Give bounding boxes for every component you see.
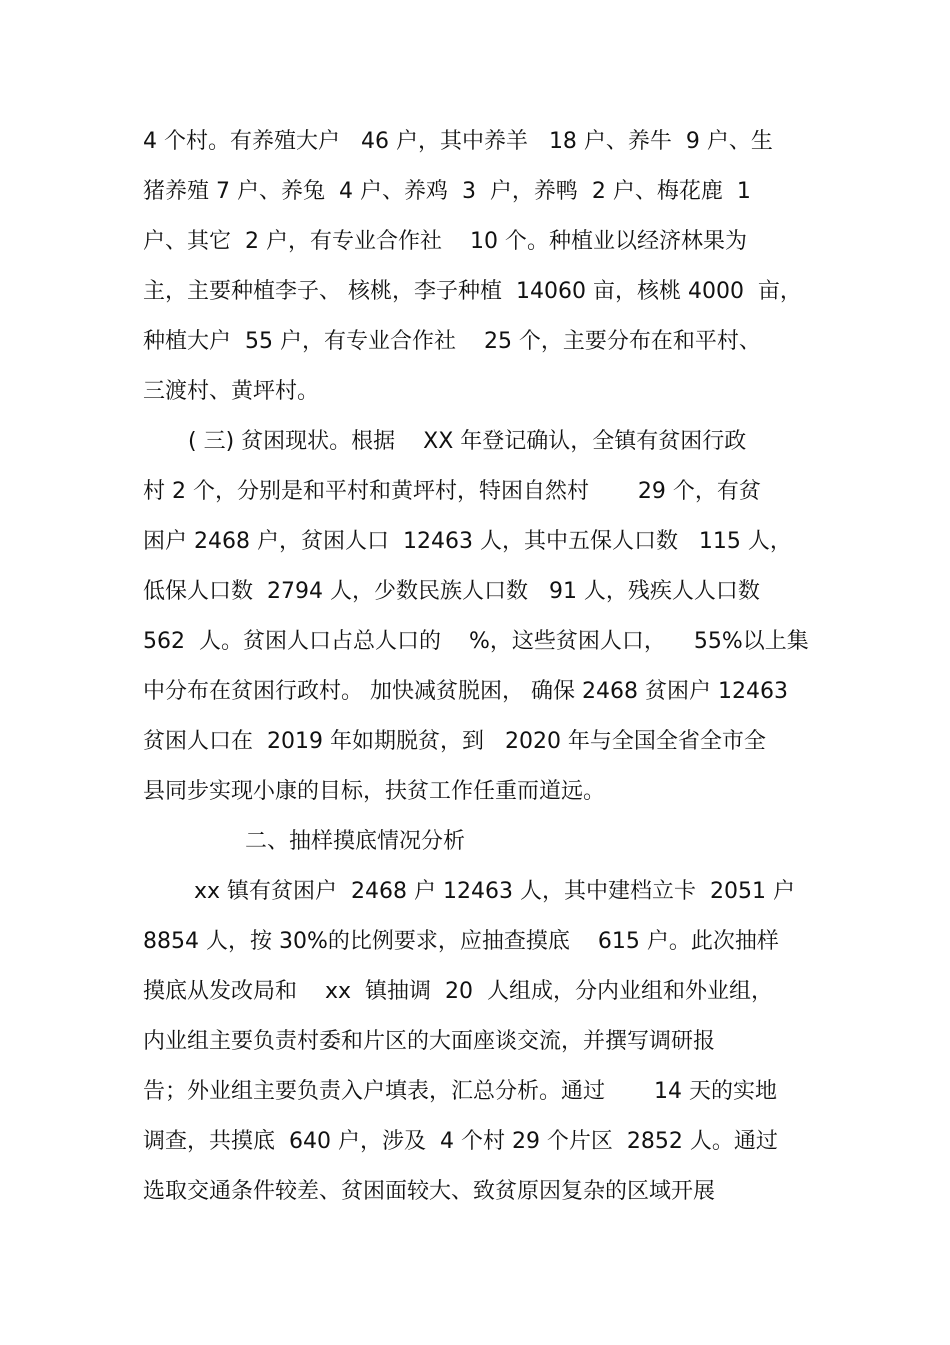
text-line: 猪养殖 7 户、养兔 4 户、养鸡 3 户，养鸭 2 户、梅花鹿 1 [143, 179, 751, 204]
text-line: 8854 人，按 30%的比例要求，应抽查摸底 615 户。此次抽样 [143, 929, 779, 954]
text-line: 内业组主要负责村委和片区的大面座谈交流，并撰写调研报 [143, 1029, 716, 1054]
text-line: 选取交通条件较差、贫困面较大、致贫原因复杂的区域开展 [143, 1179, 716, 1204]
text-line: 562 人。贫困人口占总人口的 %，这些贫困人口， 55%以上集 [143, 629, 809, 654]
text-line: 困户 2468 户，贫困人口 12463 人，其中五保人口数 115 人， [143, 529, 792, 554]
text-line: 4 个村。有养殖大户 46 户，其中养羊 18 户、养牛 9 户、生 [143, 129, 773, 154]
section-heading: 二、抽样摸底情况分析 [245, 829, 466, 854]
text-line: 县同步实现小康的目标，扶贫工作任重而道远。 [143, 779, 606, 804]
text-line: 村 2 个，分别是和平村和黄坪村，特困自然村 29 个，有贫 [143, 479, 761, 504]
text-line: 摸底从发改局和 xx 镇抽调 20 人组成，分内业组和外业组， [143, 979, 773, 1004]
text-line: 户、其它 2 户，有专业合作社 10 个。种植业以经济林果为 [143, 229, 747, 254]
text-line: 种植大户 55 户，有专业合作社 25 个，主要分布在和平村、 [143, 329, 761, 354]
text-line: 中分布在贫困行政村。 加快减贫脱困， 确保 2468 贫困户 12463 [143, 679, 788, 704]
text-line: 贫困人口在 2019 年如期脱贫，到 2020 年与全国全省全市全 [143, 729, 766, 754]
text-line: 三渡村、黄坪村。 [143, 379, 320, 404]
text-line: 调查，共摸底 640 户，涉及 4 个村 29 个片区 2852 人。通过 [143, 1129, 778, 1154]
paragraph-first-line: xx 镇有贫困户 2468 户 12463 人，其中建档立卡 2051 户 [194, 879, 795, 904]
text-line: 告；外业组主要负责入户填表，汇总分析。通过 14 天的实地 [143, 1079, 777, 1104]
paragraph-first-line: ( 三) 贫困现状。根据 XX 年登记确认，全镇有贫困行政 [188, 429, 747, 454]
text-line: 主，主要种植李子、 核桃，李子种植 14060 亩，核桃 4000 亩， [143, 279, 802, 304]
text-line: 低保人口数 2794 人，少数民族人口数 91 人，残疾人人口数 [143, 579, 760, 604]
